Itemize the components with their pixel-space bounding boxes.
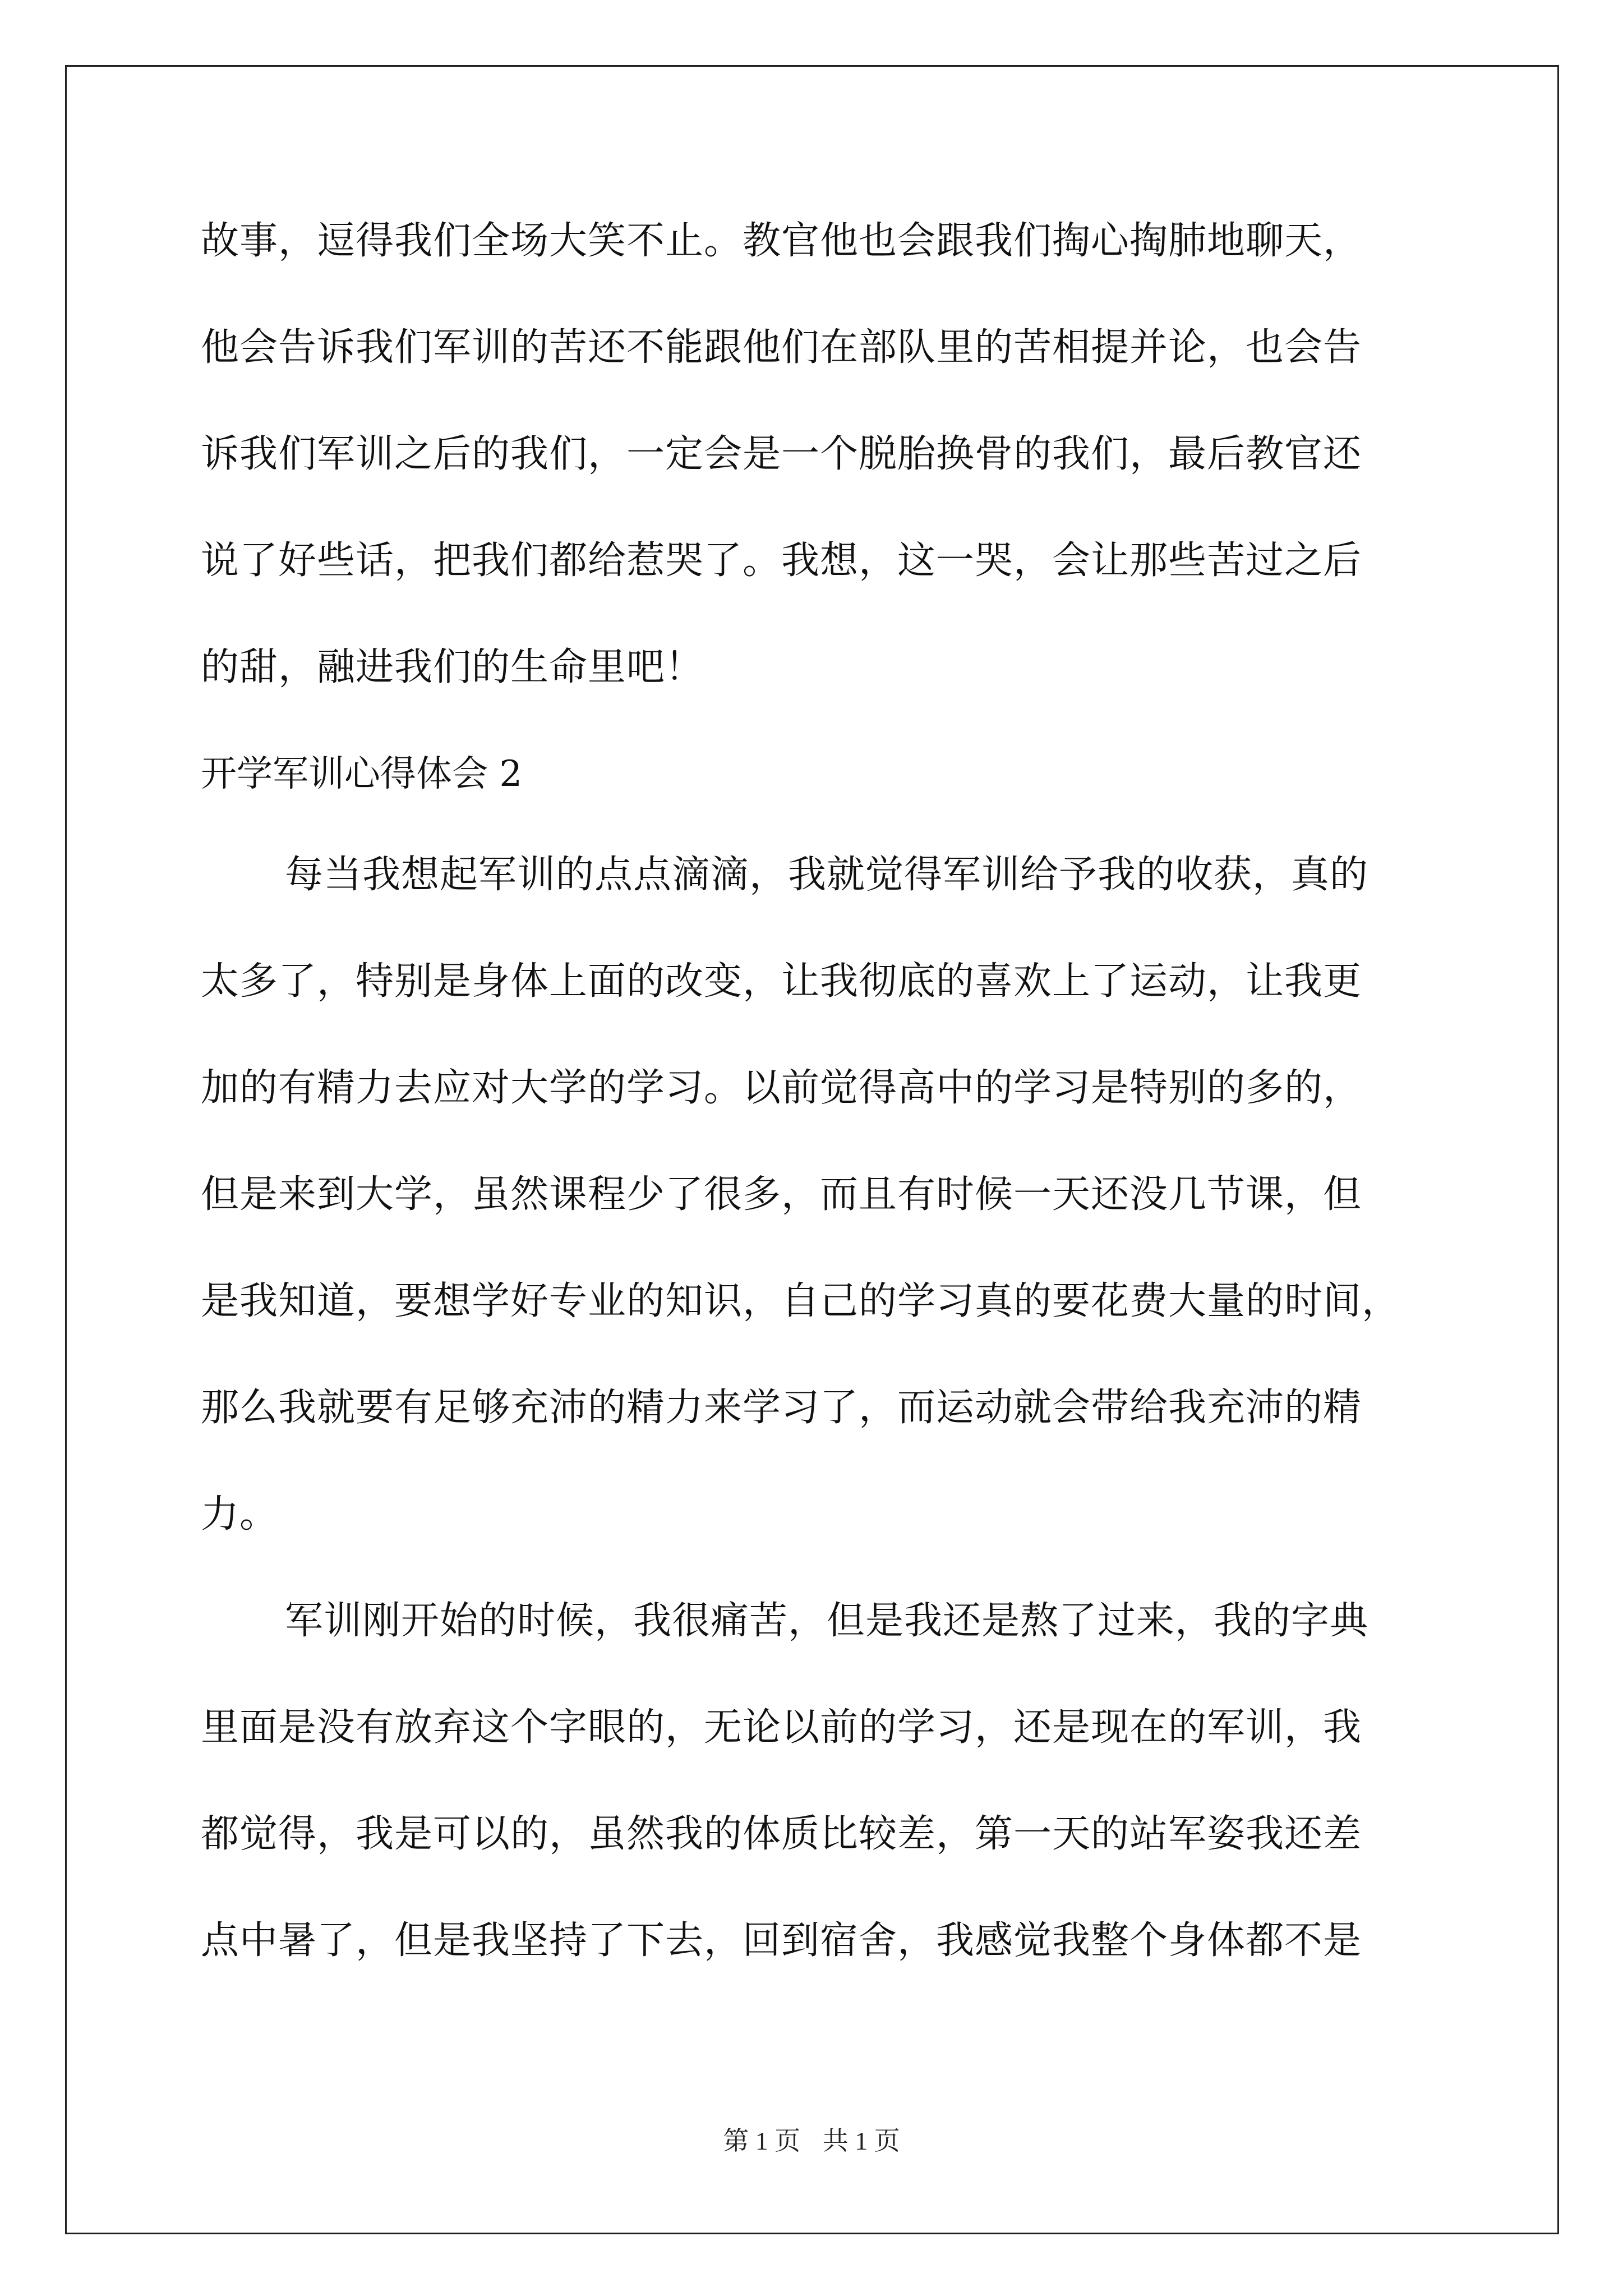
text-line: 是我知道，要想学好专业的知识，自己的学习真的要花费大量的时间， <box>201 1279 1401 1323</box>
text-line: 但是来到大学，虽然课程少了很多，而且有时候一天还没几节课，但 <box>201 1172 1362 1217</box>
text-line: 诉我们军训之后的我们，一定会是一个脱胎换骨的我们，最后教官还 <box>201 432 1362 476</box>
paragraph-1 <box>201 841 1435 1588</box>
text-line: 点中暑了，但是我坚持了下去，回到宿舍，我感觉我整个身体都不是 <box>201 1918 1362 1963</box>
text-line: 每当我想起军训的点点滴滴，我就觉得军训给予我的收获，真的 <box>285 853 1369 897</box>
page-total: 共 1 页 <box>822 2127 900 2155</box>
paragraph-2 <box>201 1588 1435 2014</box>
text-line: 力。 <box>201 1492 279 1536</box>
text-line: 里面是没有放弃这个字眼的，无论以前的学习，还是现在的军训，我 <box>201 1705 1362 1750</box>
page-number: 第 1 页 <box>723 2127 801 2155</box>
text-line: 太多了，特别是身体上面的改变，让我彻底的喜欢上了运动，让我更 <box>201 959 1362 1004</box>
section-heading: 开学军训心得体会 2 <box>201 753 523 795</box>
page-footer <box>0 2120 1623 2157</box>
text-line: 那么我就要有足够充沛的精力来学习了，而运动就会带给我充沛的精 <box>201 1386 1362 1430</box>
text-line: 说了好些话，把我们都给惹哭了。我想，这一哭，会让那些苦过之后 <box>201 539 1362 583</box>
text-line: 加的有精力去应对大学的学习。以前觉得高中的学习是特别的多的， <box>201 1066 1362 1110</box>
text-line: 的甜，融进我们的生命里吧！ <box>201 645 704 689</box>
text-line: 他会告诉我们军训的苦还不能跟他们在部队里的苦相提并论，也会告 <box>201 325 1362 370</box>
text-line: 故事，逗得我们全场大笑不止。教官他也会跟我们掏心掏肺地聊天， <box>201 219 1362 263</box>
document-body <box>201 208 1435 2014</box>
text-line: 军训刚开始的时候，我很痛苦，但是我还是熬了过来，我的字典 <box>285 1599 1369 1643</box>
text-line: 都觉得，我是可以的，虽然我的体质比较差，第一天的站军姿我还差 <box>201 1812 1362 1856</box>
continued-paragraph <box>201 208 1435 740</box>
